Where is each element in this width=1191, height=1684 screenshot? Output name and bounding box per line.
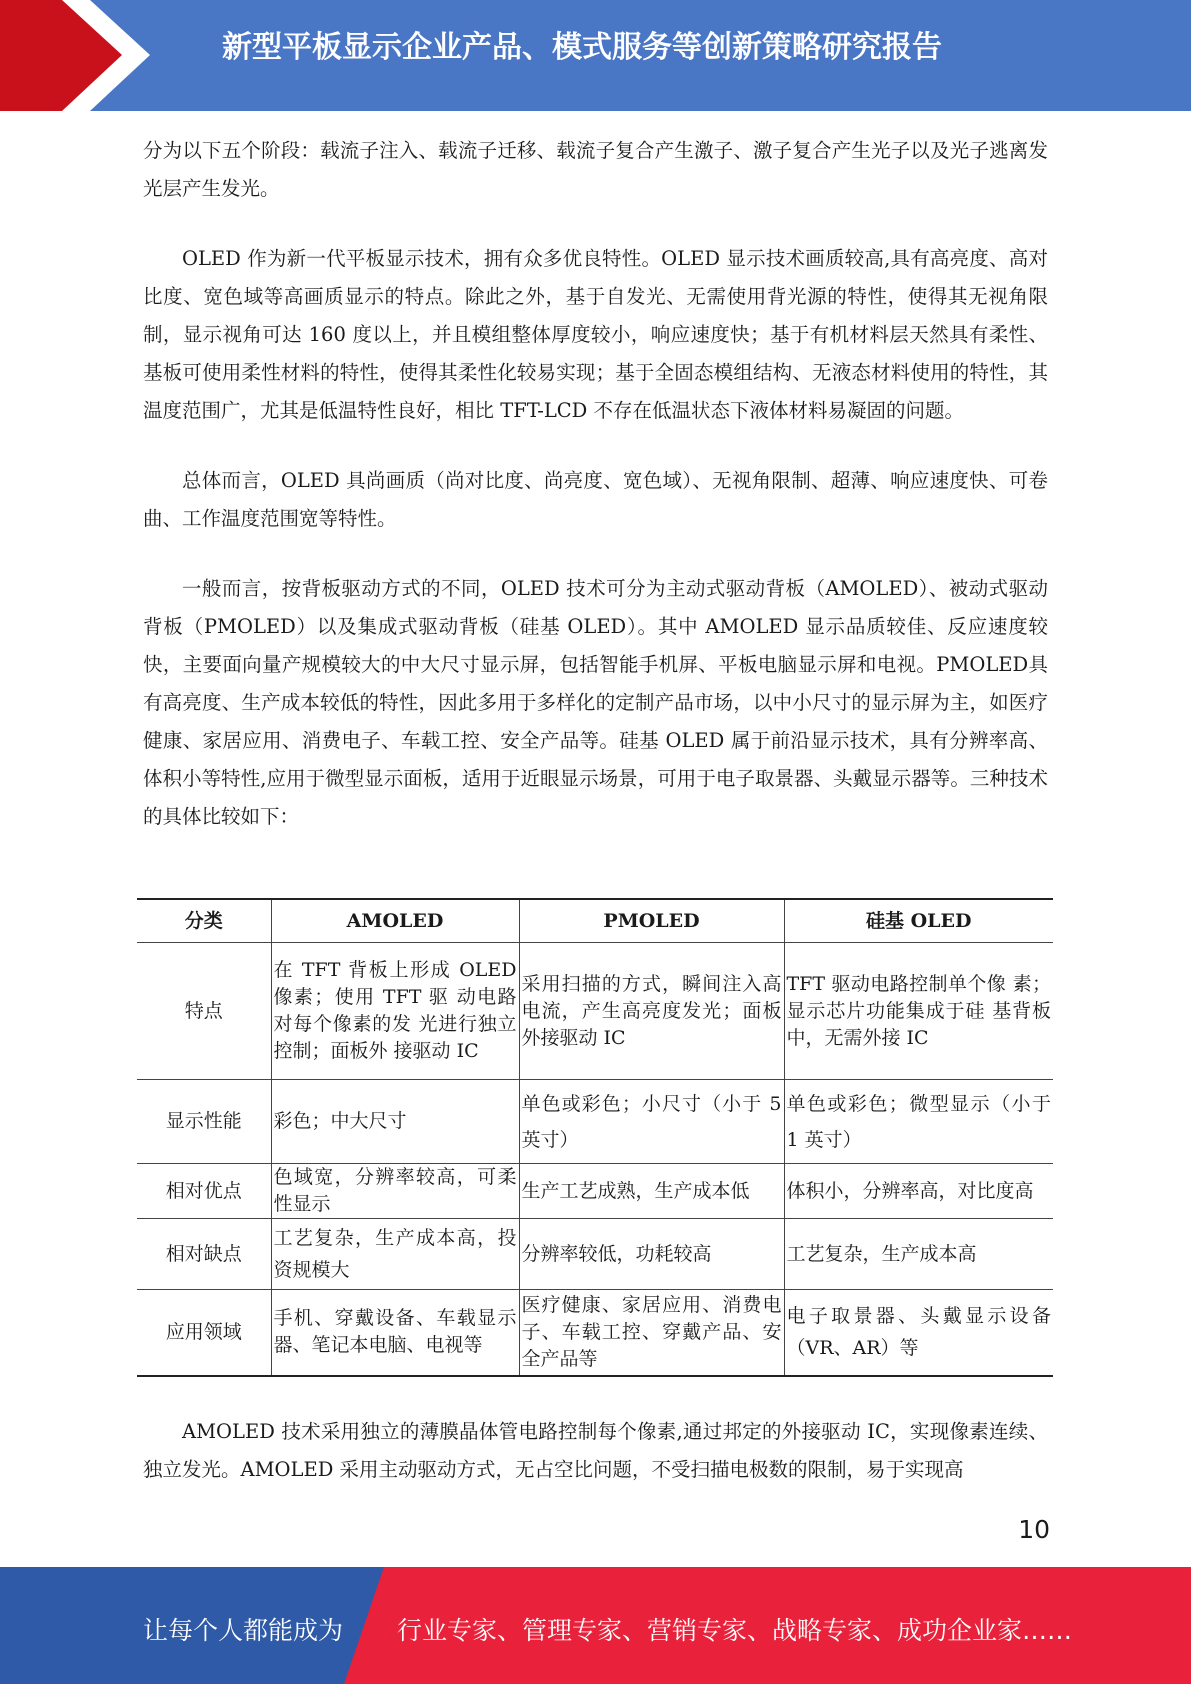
table-cell: 电子取景器、头戴显示设备（VR、AR）等 bbox=[784, 1290, 1053, 1376]
table-row bbox=[137, 1164, 1053, 1219]
paragraph: OLED 作为新一代平板显示技术，拥有众多优良特性。OLED 显示技术画质较高,具有高亮度、高对比度、宽色域等高画质显示的特点。除此之外，基于自发光、无需使用背光源的特性，使得其无视角限制，显示视角可达 160 度以上，并且模组整体厚度较小，响应速度快；基于有机材料层天然具有柔性、基板可使用柔性材料的特性，使得其柔性化较易实现；基于全固态模组结构、无液态材料使用的特性，其温度范围广，尤其是低温特性良好，相比 TFT-LCD 不存在低温状态下液体材料易凝固的问题。 bbox=[143, 247, 1048, 422]
body-text bbox=[143, 132, 1048, 868]
table-cell: 单色或彩色；小尺寸（小于 5 英寸） bbox=[519, 1080, 784, 1164]
table-category-cell: 显示性能 bbox=[137, 1080, 271, 1164]
table-cell: 生产工艺成熟，生产成本低 bbox=[519, 1164, 784, 1219]
footer-slogan-right: 行业专家、管理专家、营销专家、战略专家、成功企业家…… bbox=[397, 1616, 1073, 1645]
table-cell: 分辨率较低，功耗较高 bbox=[519, 1219, 784, 1290]
table-cell: 手机、穿戴设备、车载显示器、笔记本电脑、电视等 bbox=[271, 1290, 519, 1376]
paragraph: 分为以下五个阶段：载流子注入、载流子迁移、载流子复合产生激子、激子复合产生光子以及光子逃离发光层产生发光。 bbox=[143, 139, 1048, 200]
table-header-row bbox=[137, 899, 1053, 943]
paragraph: 总体而言，OLED 具尚画质（尚对比度、尚亮度、宽色域）、无视角限制、超薄、响应速度快、可卷曲、工作温度范围宽等特性。 bbox=[143, 469, 1048, 530]
table-category-cell: 相对优点 bbox=[137, 1164, 271, 1219]
table-header-cell: 分类 bbox=[137, 899, 271, 943]
table-category-cell: 特点 bbox=[137, 943, 271, 1080]
table-header-cell: 硅基 OLED bbox=[784, 899, 1053, 943]
page-footer bbox=[0, 1567, 1191, 1684]
table-cell: 医疗健康、家居应用、消费电子、车载工控、穿戴产品、安全产品等 bbox=[519, 1290, 784, 1376]
table-row bbox=[137, 1290, 1053, 1376]
table-row bbox=[137, 1080, 1053, 1164]
table-cell: 单色或彩色；微型显示（小于 1 英寸） bbox=[784, 1080, 1053, 1164]
table-category-cell: 应用领域 bbox=[137, 1290, 271, 1376]
table-category-cell: 相对缺点 bbox=[137, 1219, 271, 1290]
comparison-table bbox=[137, 898, 1053, 1377]
page-header bbox=[0, 0, 1191, 111]
table-header-cell: AMOLED bbox=[271, 899, 519, 943]
table-row bbox=[137, 1219, 1053, 1290]
paragraph: AMOLED 技术采用独立的薄膜晶体管电路控制每个像素,通过邦定的外接驱动 IC，实现像素连续、独立发光。AMOLED 采用主动驱动方式，无占空比问题，不受扫描电极数的限制，易于实现高 bbox=[143, 1420, 1048, 1481]
table-header-cell: PMOLED bbox=[519, 899, 784, 943]
report-title: 新型平板显示企业产品、模式服务等创新策略研究报告 bbox=[222, 30, 942, 65]
table-cell: 采用扫描的方式，瞬间注入高电流，产生高亮度发光；面板外接驱动 IC bbox=[519, 943, 784, 1080]
table-cell: TFT 驱动电路控制单个像 素；显示芯片功能集成于硅 基背板中，无需外接 IC bbox=[784, 943, 1053, 1080]
table-cell: 彩色；中大尺寸 bbox=[271, 1080, 519, 1164]
table-cell: 工艺复杂，生产成本高 bbox=[784, 1219, 1053, 1290]
paragraph: 一般而言，按背板驱动方式的不同，OLED 技术可分为主动式驱动背板（AMOLED）、被动式驱动背板（PMOLED）以及集成式驱动背板（硅基 OLED）。其中 AMOLED 显示品质较佳、反应速度较快，主要面向量产规模较大的中大尺寸显示屏，包括智能手机屏、平板电脑显示屏和电视。PMOLED具有高亮度、生产成本较低的特性，因此多用于多样化的定制产品市场，以中小尺寸的显示屏为主，如医疗健康、家居应用、消费电子、车载工控、安全产品等。硅基 OLED 属于前沿显示技术，具有分辨率高、体积小等特性,应用于微型显示面板，适用于近眼显示场景，可用于电子取景器、头戴显示器等。三种技术的具体比较如下： bbox=[143, 577, 1048, 828]
footer-slogan-left: 让每个人都能成为 bbox=[143, 1616, 344, 1645]
body-text-continued bbox=[143, 1413, 1048, 1489]
table-cell: 在 TFT 背板上形成 OLED 像素；使用 TFT 驱 动电路对每个像素的发 光进行独立控制；面板外 接驱动 IC bbox=[271, 943, 519, 1080]
table-cell: 色域宽，分辨率较高，可柔性显示 bbox=[271, 1164, 519, 1219]
table-cell: 体积小，分辨率高，对比度高 bbox=[784, 1164, 1053, 1219]
page-number: 10 bbox=[1018, 1515, 1050, 1544]
table-cell: 工艺复杂，生产成本高，投资规模大 bbox=[271, 1219, 519, 1290]
table-row bbox=[137, 943, 1053, 1080]
